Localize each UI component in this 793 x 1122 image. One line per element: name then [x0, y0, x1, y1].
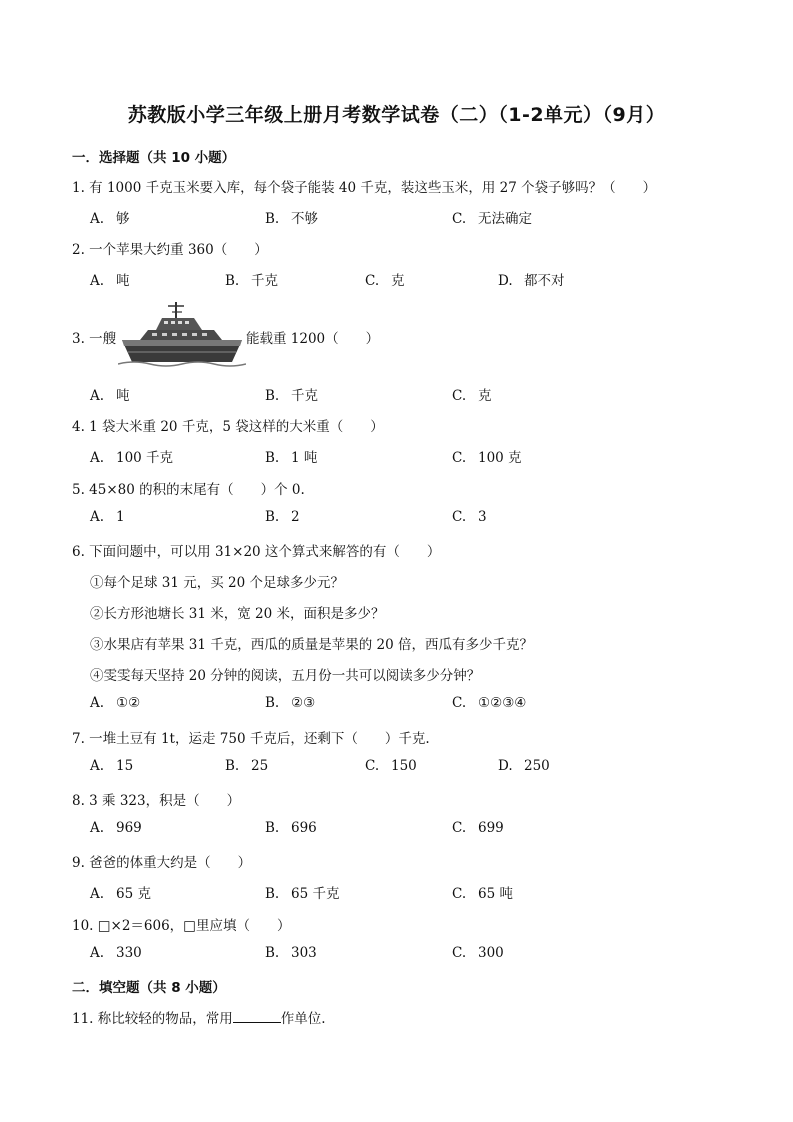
option: C. ①②③④ — [452, 695, 527, 711]
option: D. 250 — [498, 758, 550, 774]
option: A. 969 — [90, 820, 142, 836]
options-row — [90, 509, 750, 529]
option: B. 1 吨 — [265, 450, 318, 466]
option: B. ②③ — [265, 695, 316, 711]
options-row — [90, 695, 750, 715]
question-stem-part: 3. 一艘 — [72, 331, 117, 347]
options-row — [90, 207, 750, 227]
option: C. 克 — [452, 388, 492, 404]
sub-item: ③水果店有苹果 31 千克，西瓜的质量是苹果的 20 倍，西瓜有多少千克？ — [90, 637, 534, 653]
option: C. 3 — [452, 509, 487, 525]
question-stem: 7. 一堆土豆有 1t，运走 750 千克后，还剩下（ ）千克. — [72, 731, 430, 747]
question-stem: 5. 45×80 的积的末尾有（ ）个 0. — [72, 482, 305, 498]
question-stem-part: 能载重 1200（ ） — [246, 331, 380, 347]
question-stem-part: 11. 称比较轻的物品，常用 — [72, 1011, 233, 1027]
question-stem: 1. 有 1000 千克玉米要入库，每个袋子能装 40 千克，装这些玉米，用 27 个袋子够吗？（ ） — [72, 180, 657, 196]
answer-blank[interactable] — [233, 1008, 281, 1023]
option: A. 1 — [90, 509, 125, 525]
question-stem: 10. □×2＝606，□里应填（ ） — [72, 918, 291, 934]
ship-icon — [118, 296, 246, 370]
option: A. 吨 — [90, 388, 130, 404]
option: A. 65 克 — [90, 886, 151, 902]
section-heading-choice: 一．选择题（共 10 小题） — [72, 150, 236, 166]
options-row — [90, 945, 750, 965]
question-stem: 8. 3 乘 323，积是（ ） — [72, 793, 241, 809]
question-stem: 4. 1 袋大米重 20 千克，5 袋这样的大米重（ ） — [72, 419, 384, 435]
option: B. 65 千克 — [265, 886, 340, 902]
options-row — [90, 446, 750, 466]
option: B. 303 — [265, 945, 317, 961]
options-row — [90, 269, 750, 289]
options-row — [90, 384, 750, 404]
option: B. 千克 — [265, 388, 318, 404]
option: A. 15 — [90, 758, 134, 774]
option: C. 300 — [452, 945, 504, 961]
option: C. 699 — [452, 820, 504, 836]
question-stem: 6. 下面问题中，可以用 31×20 这个算式来解答的有（ ） — [72, 544, 441, 560]
options-row — [90, 820, 750, 840]
sub-item: ④雯雯每天坚持 20 分钟的阅读，五月份一共可以阅读多少分钟？ — [90, 668, 481, 684]
option: B. 千克 — [225, 273, 278, 289]
option: A. 330 — [90, 945, 142, 961]
section-heading-fill: 二．填空题（共 8 小题） — [72, 980, 226, 996]
option: C. 无法确定 — [452, 211, 532, 227]
question-stem-part: 作单位. — [280, 1011, 326, 1027]
question-stem — [72, 1007, 326, 1027]
question-stem: 9. 爸爸的体重大约是（ ） — [72, 855, 252, 871]
option: B. 696 — [265, 820, 317, 836]
option: C. 100 克 — [452, 450, 522, 466]
options-row — [90, 882, 750, 902]
option: B. 不够 — [265, 211, 318, 227]
option: A. 吨 — [90, 273, 130, 289]
sub-item: ①每个足球 31 元，买 20 个足球多少元？ — [90, 575, 345, 591]
options-row — [90, 758, 750, 778]
option: A. ①② — [90, 695, 141, 711]
option: C. 65 吨 — [452, 886, 513, 902]
option: A. 100 千克 — [90, 450, 174, 466]
option: D. 都不对 — [498, 273, 565, 289]
option: B. 25 — [225, 758, 269, 774]
option: A. 够 — [90, 211, 130, 227]
sub-item: ②长方形池塘长 31 米，宽 20 米，面积是多少？ — [90, 606, 385, 622]
question-stem: 2. 一个苹果大约重 360（ ） — [72, 242, 268, 258]
option: B. 2 — [265, 509, 300, 525]
option: C. 150 — [365, 758, 417, 774]
page-title: 苏教版小学三年级上册月考数学试卷（二）（1-2单元）（9月） — [127, 104, 666, 126]
option: C. 克 — [365, 273, 405, 289]
